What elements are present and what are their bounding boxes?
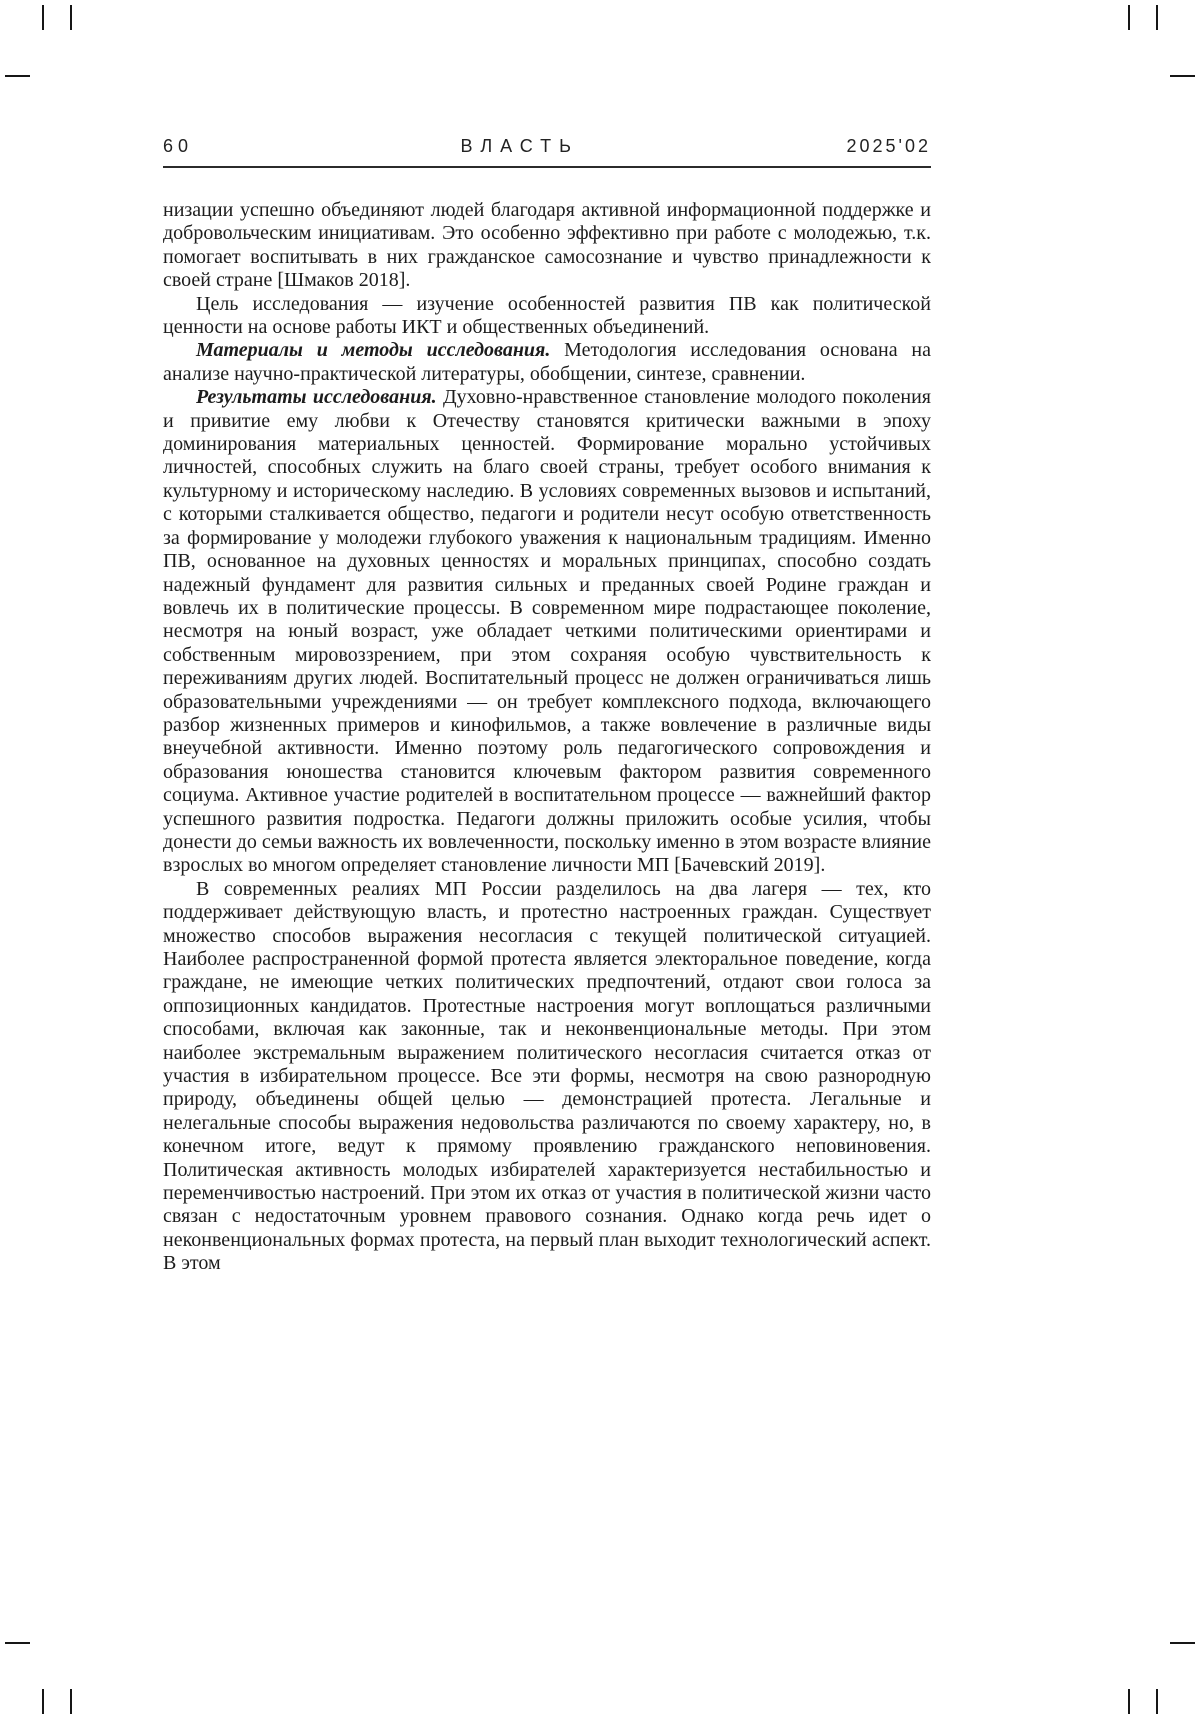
paragraph-text: Методология исследования основана на анализе научно-практической литературы, обобщении, синтезе, сравнении. — [163, 339, 932, 385]
paragraph-text: Цель исследования — изучение особенностей развития ПВ как политической ценности на основе работы ИКТ и общественных объединений. — [163, 292, 931, 339]
crop-mark — [5, 1642, 30, 1644]
paragraph-text: В современных реалиях МП России разделилось на два лагеря — тех, кто поддерживает действующую власть, и протестно настроенных граждан. Существует множество способов выражения несогласия с текущей политической ситуацией. Наиболее распространенной формой протеста является электоральное поведение, когда граждане, не имеющие четких политических предпочтений, отдают свои голоса за оппозиционных кандидатов. Протестные настроения могут воплощаться различными способами, включая как законные, так и неконвенциональные методы. При этом наиболее экстремальным выражением политического несогласия считается отказ от участия в избирательном процессе. Все эти формы, несмотря на свою разнородную природу, объединены общей целью — демонстрацией протеста. Легальные и нелегальные способы выражения недовольства различаются по своему характеру, но, в конечном итоге, ведут к прямому проявлению гражданского неповиновения. Политическая активность молодых избирателей характеризуется нестабильностью и переменчивостью настроений. При этом их отказ от участия в политической жизни часто связан с недостаточным уровнем правового сознания. Однако когда речь идет о неконвенциональных формах протеста, на первый план выходит технологический аспект. В этом — [163, 877, 931, 1275]
crop-mark — [1156, 5, 1158, 30]
page-header — [163, 136, 931, 168]
crop-mark — [1156, 1689, 1158, 1714]
article-body — [163, 199, 931, 1276]
crop-mark — [42, 5, 44, 30]
paragraph — [163, 293, 931, 340]
paragraph — [163, 386, 931, 878]
issue-number: 2025'02 — [846, 136, 931, 156]
page-content — [163, 136, 931, 1276]
paragraph — [163, 199, 931, 293]
crop-mark — [1170, 1642, 1195, 1644]
paragraph — [163, 339, 931, 386]
page-number: 60 — [163, 136, 194, 156]
paragraph-lead: Результаты исследования. — [196, 386, 437, 409]
crop-mark — [1128, 1689, 1130, 1714]
crop-mark — [5, 75, 30, 77]
paragraph — [163, 878, 931, 1276]
journal-title: ВЛАСТЬ — [460, 136, 579, 156]
crop-mark — [42, 1689, 44, 1714]
crop-mark — [1170, 75, 1195, 77]
crop-mark — [70, 1689, 72, 1714]
paragraph-text: Духовно-нравственное становление молодого поколения и привитие ему любви к Отечеству становятся критически важными в эпоху доминирования материальных ценностей. Формирование морально устойчивых личностей, способных служить на благо своей страны, требует особого внимания к культурному и историческому наследию. В условиях современных вызовов и испытаний, с которыми сталкивается общество, педагоги и родители несут особую ответственность за формирование у молодежи глубокого уважения к национальным традициям. Именно ПВ, основанное на духовных ценностях и моральных принципах, способно создать надежный фундамент для развития сильных и преданных своей Родине граждан и вовлечь их в политические процессы. В современном мире подрастающее поколение, несмотря на юный возраст, уже обладает четкими политическими ориентирами и собственным мировоззрением, при этом сохраняя особую чувствительность к переживаниям других людей. Воспитательный процесс не должен ограничиваться лишь образовательными учреждениями — он требует комплексного подхода, включающего разбор жизненных примеров и кинофильмов, а также вовлечение в различные виды внеучебной активности. Именно поэтому роль педагогического сопровождения и образования юношества становится ключевым фактором развития современного социума. Активное участие родителей в воспитательном процессе — важнейший фактор успешного развития подростка. Педагоги должны приложить особые усилия, чтобы донести до семьи важность их вовлеченности, поскольку именно в этом возрасте влияние взрослых во многом определяет становление личности МП [Бачевский 2019]. — [163, 386, 931, 877]
paragraph-text: низации успешно объединяют людей благодаря активной информационной поддержке и добровольческим инициативам. Это особенно эффективно при работе с молодежью, т.к. помогает воспитывать в них гражданское самосознание и чувство принадлежности к своей стране [Шмаков 2018]. — [163, 199, 931, 292]
crop-mark — [1128, 5, 1130, 30]
crop-mark — [70, 5, 72, 30]
paragraph-lead: Материалы и методы исследования. — [196, 339, 551, 362]
